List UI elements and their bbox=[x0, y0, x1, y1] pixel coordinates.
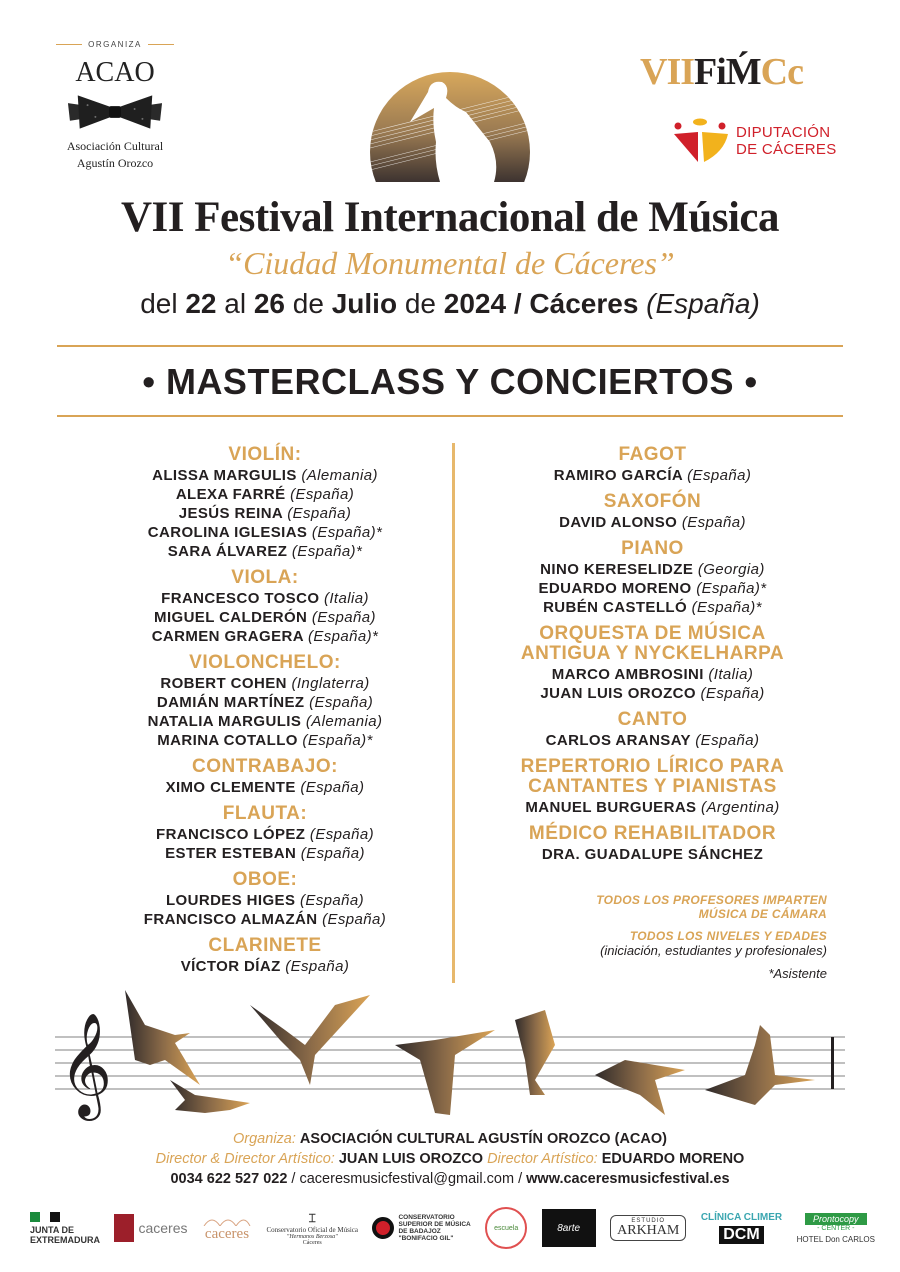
treble-clef-icon: 𝄞 bbox=[59, 1012, 113, 1117]
instructor-name: DAVID ALONSO bbox=[559, 514, 678, 531]
sponsor-escuela: escuela bbox=[485, 1207, 527, 1249]
instrument-heading: CANTO bbox=[617, 709, 688, 730]
footer-contact: 0034 622 527 022 / caceresmusicfestival@gmail.com / www.caceresmusicfestival.es bbox=[170, 1171, 730, 1187]
instructor-name: MARINA COTALLO bbox=[157, 732, 298, 749]
instructors-right-column bbox=[480, 444, 825, 864]
instructor-entry bbox=[90, 891, 440, 910]
instructor-country: (España)* bbox=[291, 543, 363, 560]
instructor-country: (España) bbox=[700, 685, 765, 702]
phone-number: 0034 622 527 022 bbox=[170, 1171, 288, 1187]
instructor-name: RUBÉN CASTELLÓ bbox=[543, 599, 688, 616]
instructor-country: (España) bbox=[299, 892, 365, 909]
instructor-country: (Argentina) bbox=[701, 799, 780, 816]
instructor-country: (Italia) bbox=[708, 666, 754, 683]
instructor-entry bbox=[480, 598, 825, 617]
instructor-name: DAMIÁN MARTÍNEZ bbox=[156, 694, 305, 711]
instructor-name: CAROLINA IGLESIAS bbox=[147, 524, 308, 541]
instructor-name: LOURDES HIGES bbox=[165, 892, 296, 909]
sponsor-8arte: 8arte bbox=[542, 1209, 596, 1247]
instructor-entry bbox=[90, 910, 440, 929]
instructor-name: NATALIA MARGULIS bbox=[147, 713, 302, 730]
instrument-heading-line2: ANTIGUA Y NYCKELHARPA bbox=[520, 643, 785, 664]
instructor-name: NINO KERESELIDZE bbox=[540, 561, 694, 578]
instructor-entry bbox=[90, 778, 440, 797]
organiza-label: ORGANIZA bbox=[88, 40, 142, 49]
instructor-entry bbox=[90, 589, 440, 608]
instructors-left-column bbox=[90, 444, 440, 976]
email-link[interactable]: caceresmusicfestival@gmail.com bbox=[299, 1171, 515, 1187]
instructor-name: DRA. GUADALUPE SÁNCHEZ bbox=[541, 846, 764, 863]
sponsor-junta-extremadura: JUNTA DE EXTREMADURA bbox=[30, 1212, 100, 1245]
instructor-name: MARCO AMBROSINI bbox=[551, 666, 704, 683]
note-levels-l1: TODOS LOS NIVELES Y EDADES bbox=[629, 929, 827, 943]
divider-top bbox=[57, 345, 843, 347]
bowtie-icon bbox=[66, 91, 164, 131]
instructor-name: VÍCTOR DÍAZ bbox=[180, 958, 281, 975]
instructor-entry bbox=[480, 731, 825, 750]
instructor-country: (España) bbox=[695, 732, 760, 749]
instrument-heading: CONTRABAJO: bbox=[192, 756, 338, 777]
instructor-name: CARMEN GRAGERA bbox=[151, 628, 304, 645]
note-asterisk: *Asistente bbox=[768, 966, 827, 981]
instructor-entry bbox=[480, 665, 825, 684]
festival-logo: VIIFiḾCc bbox=[640, 51, 803, 93]
diputacion-emblem-icon bbox=[672, 118, 730, 164]
instructor-country: (España) bbox=[300, 779, 365, 796]
instructor-country: (España) bbox=[687, 467, 752, 484]
instructor-country: (Inglaterra) bbox=[291, 675, 370, 692]
sponsor-logos-row bbox=[30, 1198, 875, 1258]
instructor-country: (España)* bbox=[691, 599, 762, 616]
festival-dates: del 22 al 26 de Julio de 2024 / Cáceres (España) bbox=[140, 288, 760, 319]
instructor-entry bbox=[480, 845, 825, 864]
instructor-entry bbox=[480, 579, 825, 598]
instructor-country: (España) bbox=[309, 694, 374, 711]
notes-block bbox=[500, 893, 827, 981]
instructor-name: ALISSA MARGULIS bbox=[152, 467, 297, 484]
instructor-name: EDUARDO MORENO bbox=[538, 580, 692, 597]
note-chamber-l2: MÚSICA DE CÁMARA bbox=[698, 907, 827, 921]
instructor-country: (Georgia) bbox=[697, 561, 765, 578]
acao-name-line2: Agustín Orozco bbox=[76, 156, 154, 170]
diputacion-caceres-logo bbox=[672, 118, 837, 164]
instructor-entry bbox=[480, 466, 825, 485]
acao-title: ACAO bbox=[75, 57, 155, 88]
sponsor-ayuntamiento-caceres: caceres bbox=[114, 1214, 187, 1242]
note-levels-l2: (iniciación, estudiantes y profesionales) bbox=[600, 943, 827, 958]
instructor-entry bbox=[90, 957, 440, 976]
instrument-heading: SAXOFÓN bbox=[603, 491, 702, 512]
instructor-country: (España)* bbox=[307, 628, 379, 645]
instructor-name: MIGUEL CALDERÓN bbox=[154, 609, 308, 626]
sponsor-prontocopy-hotel: Prontocopy - CENTER - HOTEL Don CARLOS bbox=[796, 1213, 875, 1244]
instructor-country: (España)* bbox=[311, 524, 383, 541]
instructor-country: (España) bbox=[322, 911, 387, 928]
instrument-heading: CLARINETE bbox=[208, 935, 322, 956]
instructor-country: (España)* bbox=[302, 732, 373, 749]
instructor-country: (España) bbox=[300, 845, 365, 862]
instructor-country: (España) bbox=[287, 505, 352, 522]
instructor-entry bbox=[480, 560, 825, 579]
instructor-country: (España)* bbox=[696, 580, 767, 597]
music-staff-storks-illustration bbox=[55, 985, 845, 1130]
instructor-entry bbox=[90, 504, 440, 523]
instructor-name: FRANCISCO ALMAZÁN bbox=[143, 911, 318, 928]
instrument-heading: ORQUESTA DE MÚSICA bbox=[539, 623, 766, 644]
instructor-country: (Alemania) bbox=[305, 713, 383, 730]
festival-title: VII Festival Internacional de Música bbox=[120, 194, 780, 241]
instructor-name: JESÚS REINA bbox=[178, 505, 283, 522]
instructor-name: SARA ÁLVAREZ bbox=[167, 543, 288, 560]
instructor-country: (Italia) bbox=[323, 590, 369, 607]
instrument-heading: PIANO bbox=[621, 538, 684, 559]
instructor-entry bbox=[90, 542, 440, 561]
instructor-entry bbox=[90, 731, 440, 750]
footer-credits bbox=[0, 1129, 900, 1189]
instrument-heading: MÉDICO REHABILITADOR bbox=[528, 823, 777, 844]
instrument-heading: OBOE: bbox=[232, 869, 298, 890]
sponsor-conservatorio-badajoz: CONSERVATORIO SUPERIOR DE MÚSICA DE BADAJOZ "BONIFACIO GIL" bbox=[372, 1214, 470, 1242]
note-chamber-l1: TODOS LOS PROFESORES IMPARTEN bbox=[596, 893, 827, 907]
instructor-country: (España) bbox=[311, 609, 376, 626]
stork-music-emblem bbox=[370, 72, 530, 182]
diputacion-line2: DE CÁCERES bbox=[736, 141, 837, 158]
instructor-entry bbox=[90, 693, 440, 712]
instructor-country: (España) bbox=[309, 826, 374, 843]
sponsor-clinica-climer-dcm: CLÍNICA CLIMER DCM bbox=[700, 1212, 783, 1243]
instrument-heading: FAGOT bbox=[618, 444, 687, 465]
instructor-country: (España) bbox=[285, 958, 350, 975]
instructor-name: RAMIRO GARCÍA bbox=[553, 467, 683, 484]
divider-bottom bbox=[57, 415, 843, 417]
masterclass-banner: • MASTERCLASS Y CONCIERTOS • bbox=[142, 361, 758, 402]
organizer-logo bbox=[55, 40, 175, 170]
sponsor-conservatorio-caceres: ⌶ Conservatorio Oficial de Música "Hermanos Berzosa" Cáceres bbox=[266, 1210, 359, 1246]
instrument-heading: VIOLA: bbox=[231, 567, 299, 588]
instrument-heading: REPERTORIO LÍRICO PARA bbox=[520, 756, 785, 777]
instructor-name: ESTER ESTEBAN bbox=[165, 845, 297, 862]
instructor-name: FRANCESCO TOSCO bbox=[161, 590, 320, 607]
instructor-entry bbox=[90, 674, 440, 693]
instructor-name: XIMO CLEMENTE bbox=[165, 779, 296, 796]
instructor-entry bbox=[480, 684, 825, 703]
instructor-entry bbox=[90, 825, 440, 844]
instructor-entry bbox=[90, 627, 440, 646]
instructor-entry bbox=[90, 466, 440, 485]
sponsor-caceres-patrimonio: caceres bbox=[202, 1214, 252, 1243]
coat-of-arms-icon bbox=[114, 1214, 134, 1242]
instructor-entry bbox=[480, 513, 825, 532]
instructor-entry bbox=[90, 523, 440, 542]
instrument-heading: VIOLÍN: bbox=[228, 444, 302, 465]
footer-directors: Director & Director Artístico: JUAN LUIS OROZCO Director Artístico: EDUARDO MORENO bbox=[155, 1151, 745, 1167]
instructor-name: FRANCISCO LÓPEZ bbox=[156, 826, 306, 843]
instructor-country: (España) bbox=[290, 486, 355, 503]
instructor-name: CARLOS ARANSAY bbox=[545, 732, 691, 749]
instructor-entry bbox=[90, 844, 440, 863]
festival-subtitle: “Ciudad Monumental de Cáceres” bbox=[225, 245, 675, 281]
website-link[interactable]: www.caceresmusicfestival.es bbox=[526, 1171, 730, 1187]
diputacion-line1: DIPUTACIÓN bbox=[736, 124, 831, 141]
acao-name-line1: Asociación Cultural bbox=[66, 139, 164, 153]
conservatorio-emblem-icon bbox=[372, 1217, 394, 1239]
footer-organizer: Organiza: ASOCIACIÓN CULTURAL AGUSTÍN OROZCO (ACAO) bbox=[233, 1131, 667, 1147]
instrument-heading-line2: CANTANTES Y PIANISTAS bbox=[528, 776, 777, 797]
instructor-entry bbox=[480, 798, 825, 817]
instructor-name: JUAN LUIS OROZCO bbox=[540, 685, 696, 702]
instructor-name: ROBERT COHEN bbox=[160, 675, 287, 692]
instructor-entry bbox=[90, 712, 440, 731]
instructor-entry bbox=[90, 485, 440, 504]
instrument-heading: VIOLONCHELO: bbox=[189, 652, 341, 673]
instructor-entry bbox=[90, 608, 440, 627]
instrument-heading: FLAUTA: bbox=[222, 803, 308, 824]
instructor-country: (España) bbox=[681, 514, 746, 531]
sponsor-estudio-arkham: ESTUDIO ARKHAM bbox=[610, 1215, 686, 1241]
instructor-country: (Alemania) bbox=[301, 467, 378, 484]
column-divider bbox=[452, 443, 455, 983]
instructor-name: ALEXA FARRÉ bbox=[175, 486, 286, 503]
instructor-name: MANUEL BURGUERAS bbox=[525, 799, 697, 816]
